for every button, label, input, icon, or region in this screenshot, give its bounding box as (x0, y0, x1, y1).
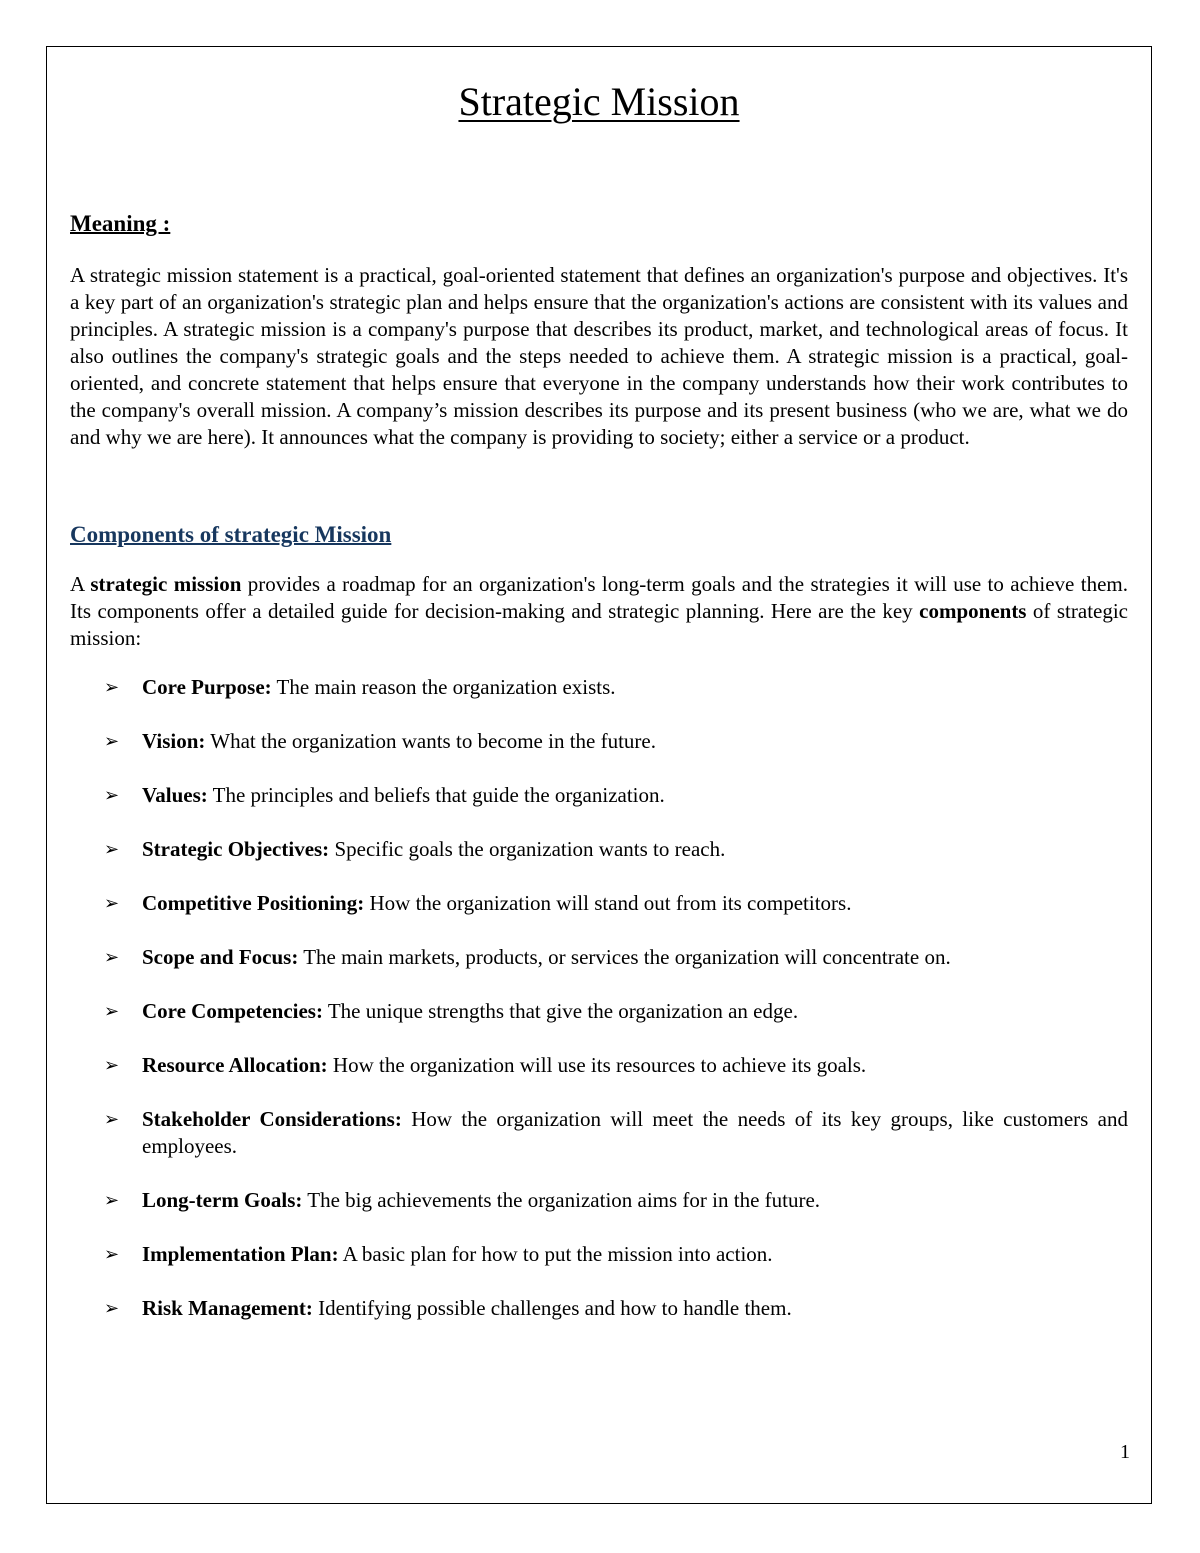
item-term: Risk Management: (142, 1296, 313, 1320)
arrow-bullet-icon: ➢ (104, 731, 120, 752)
item-description: Specific goals the organization wants to reach. (329, 837, 726, 861)
arrow-bullet-icon: ➢ (104, 785, 120, 806)
item-term: Long-term Goals: (142, 1188, 303, 1212)
item-term: Stakeholder Considerations: (142, 1107, 402, 1131)
meaning-paragraph: A strategic mission statement is a practical, goal-oriented statement that defines an organization's purpose and objectives. It's a key part of an organization's strategic plan and helps ensure that the organization's actions are consistent with its values and principles. A strategic mission is a company's purpose that describes its product, market, and technological areas of focus. It also outlines the company's strategic goals and the steps needed to achieve them. A strategic mission is a practical, goal-oriented, and concrete statement that helps ensure that everyone in the company understands how their work contributes to the company's overall mission. A company’s mission describes its purpose and its present business (who we are, what we do and why we are here). It announces what the company is providing to society; either a service or a product. (70, 263, 1128, 449)
item-description: The unique strengths that give the organization an edge. (322, 999, 799, 1023)
document-body (70, 70, 1128, 1349)
arrow-bullet-icon: ➢ (104, 1190, 120, 1211)
item-term: Core Competencies: (142, 999, 323, 1023)
arrow-bullet-icon: ➢ (104, 947, 120, 968)
item-term: Core Purpose: (142, 675, 272, 699)
list-item (70, 674, 1128, 701)
item-term: Vision: (142, 729, 206, 753)
list-item (70, 1295, 1128, 1322)
arrow-bullet-icon: ➢ (104, 839, 120, 860)
item-description: How the organization will use its resources to achieve its goals. (327, 1053, 867, 1077)
intro-text-2: provides a roadmap for an organization's long-term goals and the strategies it will use to achieve them. Its components offer a detailed guide for decision-making and strategic planning. Here are the key (70, 572, 1128, 623)
item-description: How the organization will stand out from its competitors. (364, 891, 852, 915)
intro-text-1: A (70, 572, 91, 596)
list-item (70, 1241, 1128, 1268)
list-item (70, 1106, 1128, 1160)
item-description: How the organization will meet the needs of its key groups, like customers and employees. (142, 1107, 1128, 1158)
components-list (70, 674, 1128, 1322)
item-term: Implementation Plan: (142, 1242, 339, 1266)
item-description: What the organization wants to become in the future. (205, 729, 656, 753)
list-item (70, 998, 1128, 1025)
item-term: Competitive Positioning: (142, 891, 365, 915)
meaning-heading: Meaning : (70, 211, 171, 236)
list-item (70, 836, 1128, 863)
item-description: Identifying possible challenges and how to handle them. (312, 1296, 792, 1320)
list-item (70, 782, 1128, 809)
page-number: 1 (1120, 1441, 1130, 1463)
item-description: The big achievements the organization aims for in the future. (302, 1188, 821, 1212)
item-term: Values: (142, 783, 208, 807)
arrow-bullet-icon: ➢ (104, 1244, 120, 1265)
item-term: Resource Allocation: (142, 1053, 328, 1077)
arrow-bullet-icon: ➢ (104, 893, 120, 914)
item-term: Scope and Focus: (142, 945, 299, 969)
arrow-bullet-icon: ➢ (104, 677, 120, 698)
arrow-bullet-icon: ➢ (104, 1298, 120, 1319)
intro-bold-strategic-mission: strategic mission (90, 572, 242, 596)
list-item (70, 728, 1128, 755)
arrow-bullet-icon: ➢ (104, 1109, 120, 1130)
list-item (70, 1187, 1128, 1214)
item-description: The main markets, products, or services the organization will concentrate on. (298, 945, 951, 969)
item-description: The main reason the organization exists. (271, 675, 616, 699)
arrow-bullet-icon: ➢ (104, 1001, 120, 1022)
list-item (70, 890, 1128, 917)
item-description: The principles and beliefs that guide the organization. (207, 783, 665, 807)
components-heading: Components of strategic Mission (70, 522, 392, 547)
arrow-bullet-icon: ➢ (104, 1055, 120, 1076)
page-title: Strategic Mission (458, 79, 740, 124)
list-item (70, 1052, 1128, 1079)
item-description: A basic plan for how to put the mission into action. (338, 1242, 773, 1266)
list-item (70, 944, 1128, 971)
item-term: Strategic Objectives: (142, 837, 330, 861)
intro-bold-components: components (919, 599, 1027, 623)
intro-text-3: of strategic mission: (70, 599, 1129, 650)
components-intro-paragraph (70, 571, 1128, 652)
